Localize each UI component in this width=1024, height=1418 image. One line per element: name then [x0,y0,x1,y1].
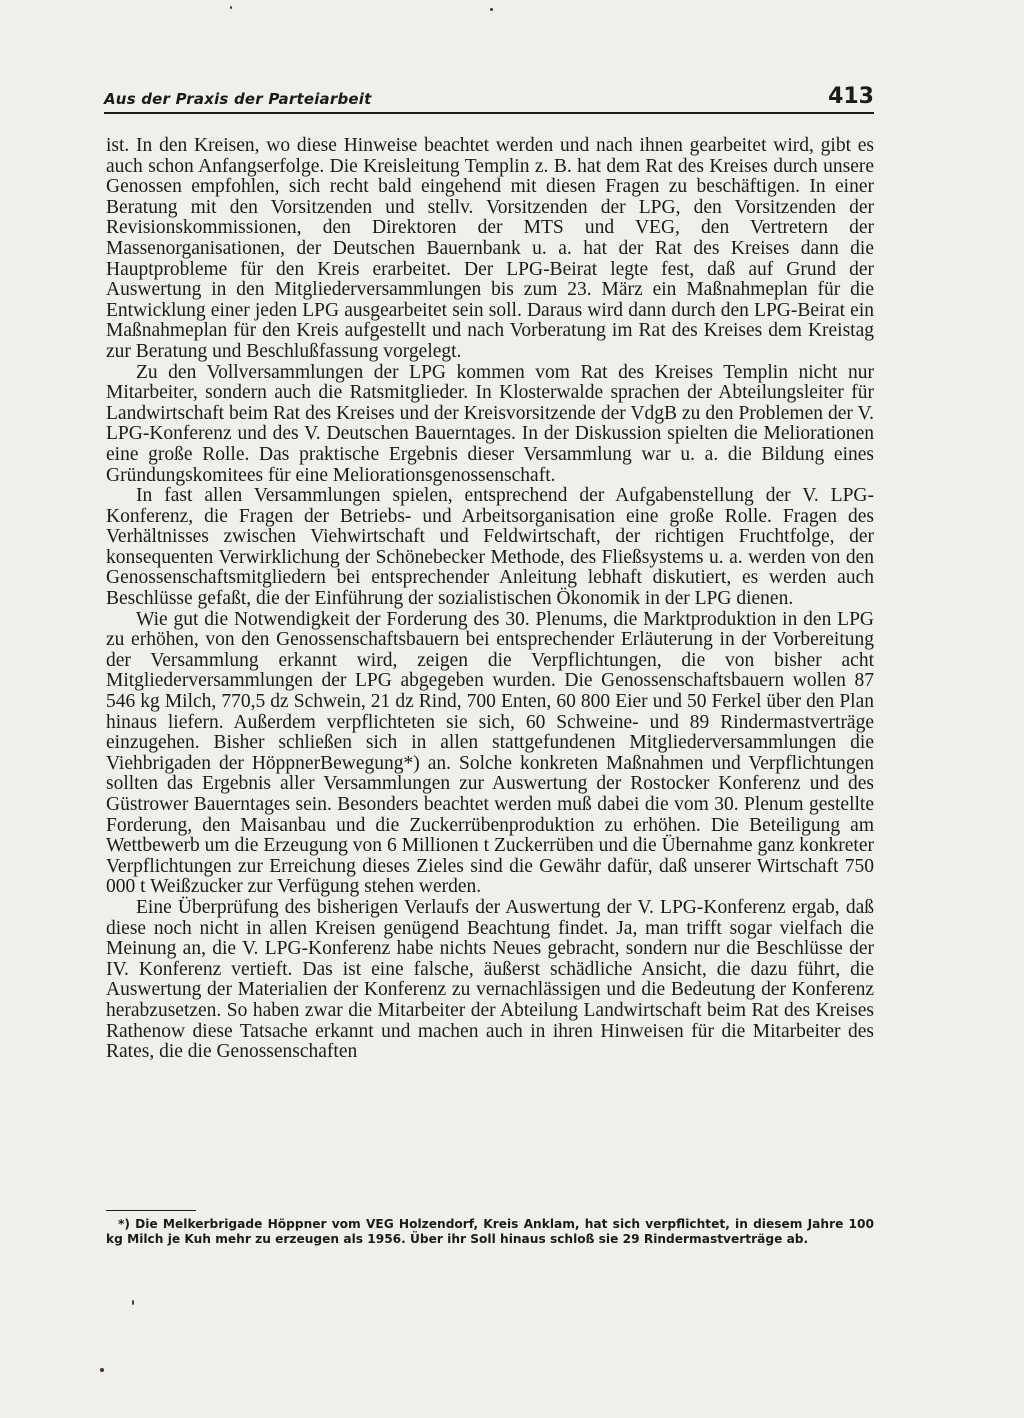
body-text [106,136,874,1063]
paragraph: In fast allen Versammlungen spielen, entsprechend der Aufgabenstellung der V. LPG-Konferenz, die Fragen der Betriebs- und Arbeitsorganisation eine große Rolle. Fragen des Verhältnisses zwischen Viehwirtschaft und Feldwirtschaft, der richtigen Fruchtfolge, der konsequenten Verwirklichung der Schönebecker Methode, des Fließsystems u. a. werden von den Genossenschaftsmitgliedern bei entsprechender Anleitung lebhaft diskutiert, es werden auch Beschlüsse gefaßt, die der Einführung der sozialistischen Ökonomik in der LPG dienen. [106,485,874,610]
scan-speck [132,1300,134,1305]
footnote-rule [106,1210,196,1211]
page-number: 413 [828,84,874,109]
running-head: Aus der Praxis der Parteiarbeit [104,90,372,108]
scan-speck [230,6,232,9]
paragraph: Wie gut die Notwendigkeit der Forderung des 30. Plenums, die Marktproduktion in den LPG zu erhöhen, von den Genossenschaftsbauern bei entsprechender Erläuterung in der Vorbereitung der Versammlung erkannt wird, zeigen die Verpflichtungen, die von bisher acht Mitgliederversammlungen der LPG abgegeben wurden. Die Genossenschaftsbauern wollen 87 546 kg Milch, 770,5 dz Schwein, 21 dz Rind, 700 Enten, 60 800 Eier und 50 Ferkel über den Plan hinaus liefern. Außerdem verpflichteten sie sich, 60 Schweine- und 89 Rindermastverträge einzugehen. Bisher schließen sich in allen stattgefundenen Mitgliederversammlungen die Viehbrigaden der HöppnerBewegung*) an. Solche konkreten Maßnahmen und Verpflichtungen sollten das Ergebnis aller Versammlungen zur Auswertung der Rostocker Konferenz und des Güstrower Bauerntages sein. Besonders beachtet werden muß dabei die vom 30. Plenum gestellte Forderung, den Maisanbau und die Zuckerrübenproduktion zu erhöhen. Die Beteiligung am Wettbewerb um die Erzeugung von 6 Millionen t Zuckerrüben und die Übernahme ganz konkreter Verpflichtungen zur Erreichung dieses Zieles sind die Gewähr dafür, daß unserer Wirtschaft 750 000 t Weißzucker zur Verfügung stehen werden. [106,608,874,898]
header-rule [104,112,874,114]
footnote: *) Die Melkerbrigade Höppner vom VEG Holzendorf, Kreis Anklam, hat sich verpflichtet, in diesem Jahre 100 kg Milch je Kuh mehr zu erzeugen als 1956. Über ihr Soll hinaus schloß sie 29 Rindermastverträge ab. [106,1217,874,1246]
paragraph: Zu den Vollversammlungen der LPG kommen vom Rat des Kreises Templin nicht nur Mitarbeiter, sondern auch die Ratsmitglieder. In Klosterwalde sprachen der Abteilungsleiter für Landwirtschaft beim Rat des Kreises und der Kreisvorsitzende der VdgB zu den Problemen der V. LPG-Konferenz und des V. Deutschen Bauerntages. In der Diskussion spielten die Meliorationen eine große Rolle. Das praktische Ergebnis dieser Versammlung war u. a. die Bildung eines Gründungskomitees für eine Meliorationsgenossenschaft. [106,361,874,486]
paragraph: Eine Überprüfung des bisherigen Verlaufs der Auswertung der V. LPG-Konferenz ergab, daß diese noch nicht in allen Kreisen genügend Beachtung findet. Ja, man trifft sogar vielfach die Meinung an, die V. LPG-Konferenz habe nichts Neues gebracht, sondern nur die Beschlüsse der IV. Konferenz vertieft. Das ist eine falsche, äußerst schädliche Ansicht, die dazu führt, die Auswertung der Materialien der Konferenz zu vernachlässigen und die Bedeutung der Konferenz herabzusetzen. So haben zwar die Mitarbeiter der Abteilung Landwirtschaft beim Rat des Kreises Rathenow diese Tatsache erkannt und machen auch in ihren Hinweisen für die Mitarbeiter des Rates, die die Genossenschaften [106,896,874,1063]
page-header [104,86,874,116]
scan-speck [490,8,493,11]
scan-speck [100,1368,104,1372]
paragraph: ist. In den Kreisen, wo diese Hinweise beachtet werden und nach ihnen gearbeitet wird, gibt es auch schon Anfangserfolge. Die Kreisleitung Templin z. B. hat dem Rat des Kreises durch unsere Genossen empfohlen, sich recht bald eingehend mit diesen Fragen zu beschäftigen. In einer Beratung mit den Vorsitzenden und stellv. Vorsitzenden der LPG, den Vorsitzenden der Revisionskommissionen, den Direktoren der MTS und VEG, den Vertretern der Massenorganisationen, der Deutschen Bauernbank u. a. hat der Rat des Kreises dann die Hauptprobleme für den Kreis erarbeitet. Der LPG-Beirat legte fest, daß auf Grund der Auswertung in den Mitgliederversammlungen bis zum 23. März ein Maßnahmeplan für die Entwicklung einer jeden LPG ausgearbeitet sein soll. Daraus wird dann durch den LPG-Beirat ein Maßnahmeplan für den Kreis aufgestellt und nach Vorberatung im Rat des Kreises dem Kreistag zur Beratung und Beschlußfassung vorgelegt. [106,135,874,362]
